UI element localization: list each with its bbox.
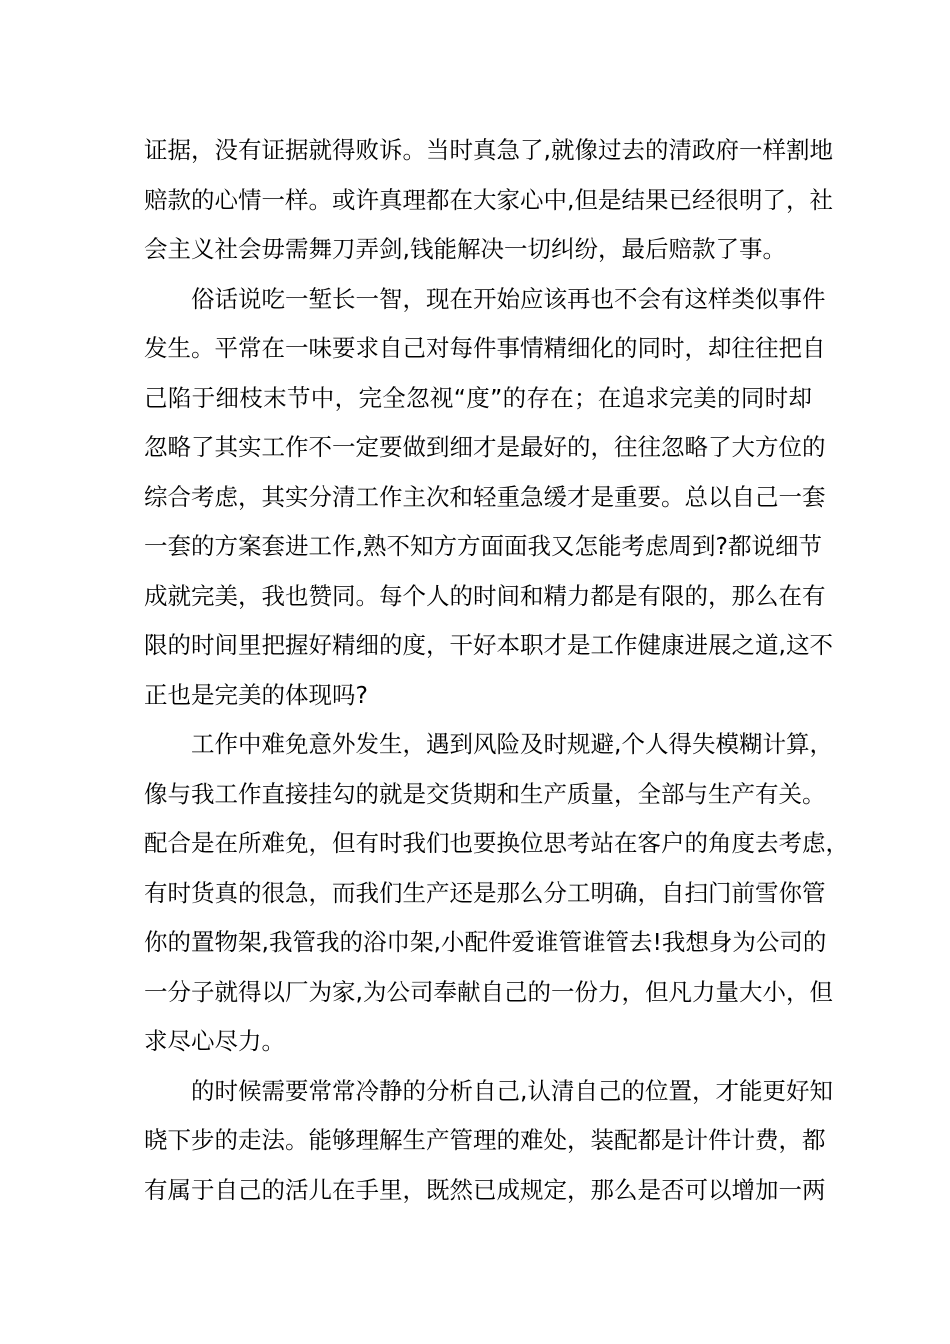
text-line: 限的时间里把握好精细的度，干好本职才是工作健康进展之道,这不	[144, 631, 833, 659]
text-line: 正也是完美的体现吗?	[144, 680, 368, 709]
text-line: 晓下步的走法。能够理解生产管理的难处，装配都是计件计费，都	[144, 1126, 826, 1154]
text-line: 证据，没有证据就得败诉。当时真急了,就像过去的清政府一样割地	[144, 136, 833, 164]
paragraph-1	[144, 126, 833, 275]
paragraph-3	[144, 720, 849, 1067]
text-line: 忽略了其实工作不一定要做到细才是最好的，往往忽略了大方位的	[144, 433, 826, 461]
text-line: 的时候需要常常冷静的分析自己,认清自己的位置，才能更好知	[191, 1076, 833, 1105]
text-line: 你的置物架,我管我的浴巾架,小配件爱谁管谁管去!我想身为公司的	[144, 928, 827, 956]
text-line: 有时货真的很急，而我们生产还是那么分工明确，自扫门前雪你管	[144, 878, 826, 907]
body-text	[144, 126, 849, 1215]
text-line: 一分子就得以厂为家,为公司奉献自己的一份力，但凡力量大小，但	[144, 977, 833, 1006]
text-line: 配合是在所难免，但有时我们也要换位思考站在客户的角度去考虑，	[144, 829, 849, 857]
text-line: 工作中难免意外发生，遇到风险及时规避,个人得失模糊计算，	[191, 730, 833, 758]
text-line: 赔款的心情一样。或许真理都在大家心中,但是结果已经很明了，社	[144, 185, 833, 214]
text-line: 像与我工作直接挂勾的就是交货期和生产质量，全部与生产有关。	[144, 779, 826, 808]
paragraph-2	[144, 275, 833, 721]
text-line: 综合考虑，其实分清工作主次和轻重急缓才是重要。总以自己一套	[144, 482, 826, 511]
text-line: 俗话说吃一堑长一智，现在开始应该再也不会有这样类似事件	[191, 284, 826, 313]
text-line: 有属于自己的活儿在手里，既然已成规定，那么是否可以增加一两	[144, 1175, 826, 1204]
text-line: 发生。平常在一味要求自己对每件事情精细化的同时，却往往把自	[144, 334, 826, 362]
paragraph-4	[144, 1067, 833, 1216]
text-line: 成就完美，我也赞同。每个人的时间和精力都是有限的，那么在有	[144, 581, 826, 610]
text-line: 一套的方案套进工作,熟不知方方面面我又怎能考虑周到?都说细节	[144, 532, 822, 560]
text-line: 求尽心尽力。	[144, 1027, 285, 1055]
text-line: 会主义社会毋需舞刀弄剑,钱能解决一切纠纷，最后赔款了事。	[144, 235, 786, 263]
text-line: 己陷于细枝末节中，完全忽视“度”的存在；在追求完美的同时却	[144, 383, 812, 412]
